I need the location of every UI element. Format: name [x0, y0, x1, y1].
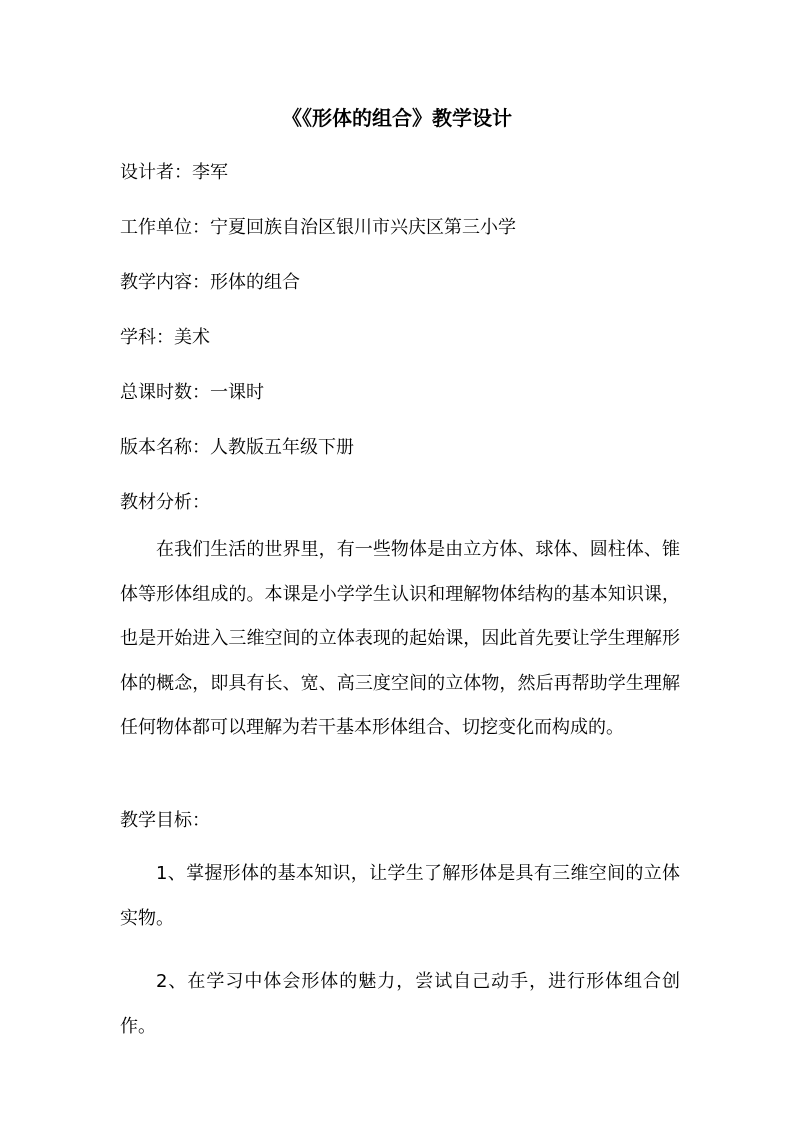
subject-line: 学科：美术	[120, 327, 210, 348]
teaching-content-line: 教学内容：形体的组合	[120, 272, 300, 293]
analysis-heading: 教材分析：	[120, 492, 210, 513]
goals-heading: 教学目标：	[120, 810, 210, 831]
goal-item-1: 1、掌握形体的基本知识，让学生了解形体是具有三维空间的立体实物。	[120, 863, 680, 929]
analysis-paragraph: 在我们生活的世界里，有一些物体是由立方体、球体、圆柱体、锥体等形体组成的。本课是小学学生认识和理解物体结构的基本知识课，也是开始进入三维空间的立体表现的起始课，因此首先要让学生理解形体的概念，即具有长、宽、高三度空间的立体物，然后再帮助学生理解任何物体都可以理解为若干基本形体组合、切挖变化而构成的。	[120, 539, 680, 738]
work-unit-line: 工作单位：宁夏回族自治区银川市兴庆区第三小学	[120, 217, 516, 238]
total-hours-line: 总课时数：一课时	[120, 382, 264, 403]
document-title: 《《形体的组合》教学设计	[282, 106, 512, 130]
goal-item-2: 2、在学习中体会形体的魅力，尝试自己动手，进行形体组合创作。	[120, 971, 680, 1037]
designer-line: 设计者：李军	[120, 162, 228, 183]
edition-line: 版本名称：人教版五年级下册	[120, 437, 354, 458]
